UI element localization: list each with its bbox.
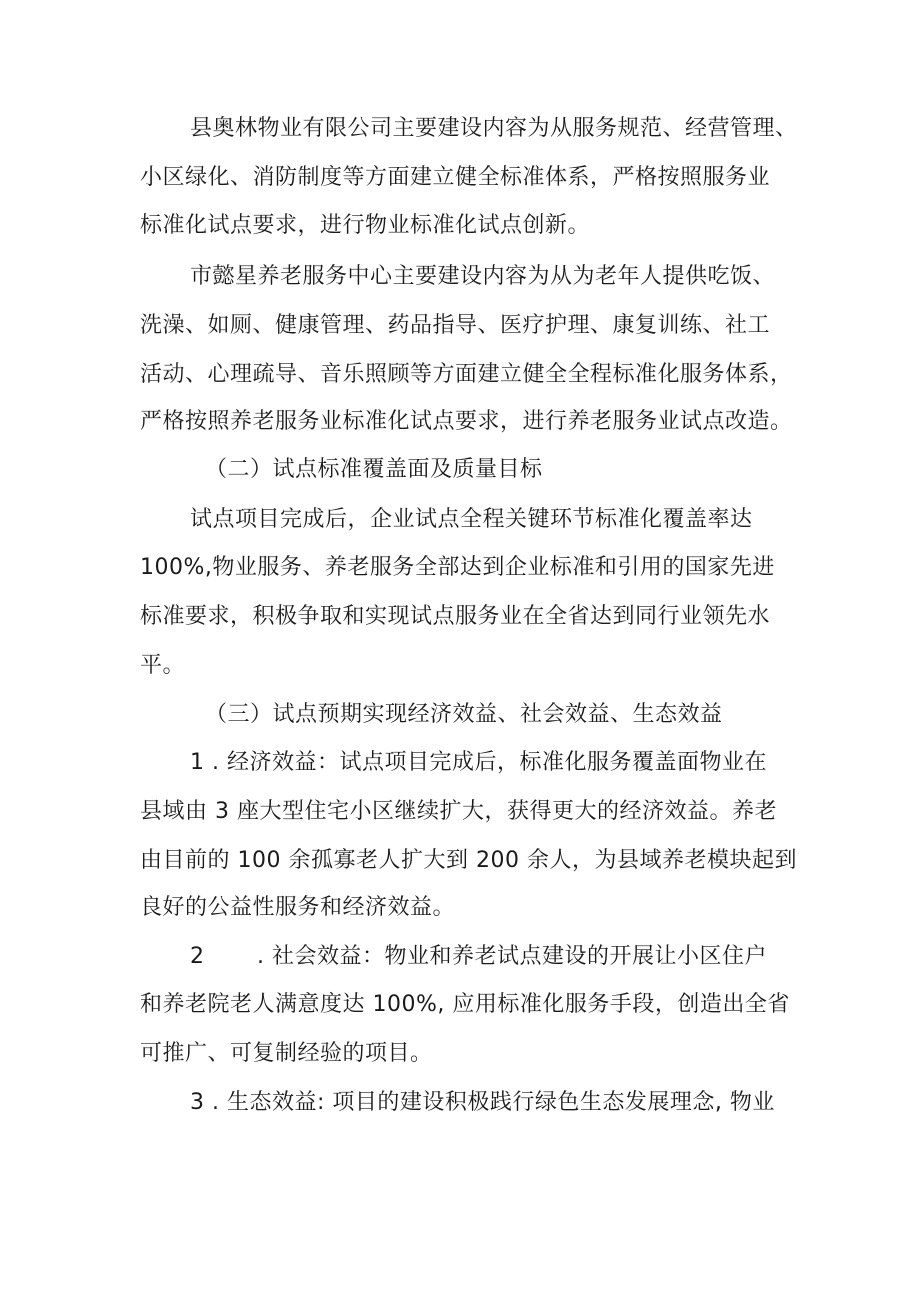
text-line: 3 . 生态效益: 项目的建设积极践行绿色生态发展理念, 物业 (190, 1090, 775, 1115)
text-line: 标准化试点要求，进行物业标准化试点创新。 (140, 213, 591, 238)
text-line: 小区绿化、消防制度等方面建立健全标准体系，严格按照服务业 (140, 165, 771, 190)
text-line: 县奥林物业有限公司主要建设内容为从服务规范、经营管理、 (190, 116, 798, 141)
text-line: 严格按照养老服务业标准化试点要求，进行养老服务业试点改造。 (140, 409, 793, 434)
text-line: 可推广、可复制经验的项目。 (140, 1041, 433, 1066)
text-line: 平。 (140, 653, 186, 678)
text-line: 良好的公益性服务和经济效益。 (140, 895, 456, 920)
section-heading: （二）试点标准覆盖面及质量目标 (205, 457, 543, 482)
text-line: 标准要求，积极争取和实现试点服务业在全省达到同行业领先水 (140, 604, 771, 629)
text-line: 和养老院老人满意度达 100%, 应用标准化服务手段，创造出全省 (140, 992, 790, 1017)
text-line: 县域由 3 座大型住宅小区继续扩大，获得更大的经济效益。养老 (140, 799, 777, 824)
text-line: 试点项目完成后，企业试点全程关键环节标准化覆盖率达 (190, 507, 753, 532)
text-line: 1 . 经济效益：试点项目完成后，标准化服务覆盖面物业在 (190, 750, 767, 775)
text-line: 活动、心理疏导、音乐照顾等方面建立健全全程标准化服务体系， (140, 362, 793, 387)
text-line: 由目前的 100 余孤寡老人扩大到 200 余人，为县域养老模块起到 (140, 848, 797, 873)
section-heading: （三）试点预期实现经济效益、社会效益、生态效益 (205, 702, 723, 727)
text-line: 洗澡、如厕、健康管理、药品指导、医疗护理、康复训练、社工 (140, 313, 771, 338)
text-line: 100%,物业服务、养老服务全部达到企业标准和引用的国家先进 (140, 555, 775, 580)
text-line: 2 . 社会效益：物业和养老试点建设的开展让小区住户 (190, 944, 767, 969)
text-line: 市懿星养老服务中心主要建设内容为从为老年人提供吃饭、 (190, 264, 776, 289)
